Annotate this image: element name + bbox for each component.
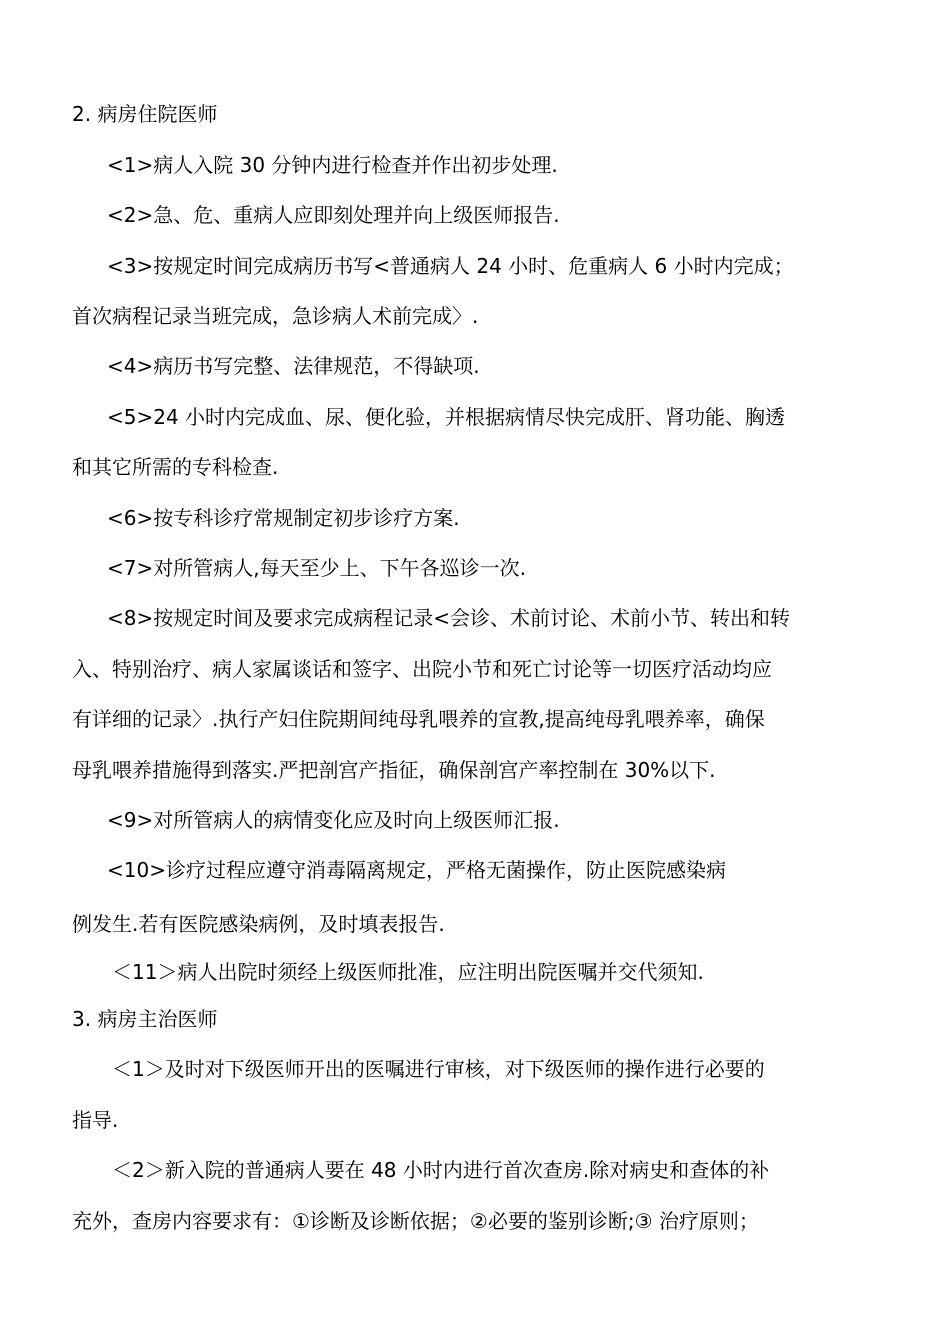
- paragraph-line: ＜1＞及时对下级医师开出的医嘱进行审核，对下级医师的操作进行必要的: [112, 1057, 765, 1081]
- paragraph-line: <2>急、危、重病人应即刻处理并向上级医师报告.: [107, 203, 560, 227]
- paragraph-line: <7>对所管病人,每天至少上、下午各巡诊一次.: [107, 556, 526, 580]
- paragraph-line: 充外，查房内容要求有：①诊断及诊断依据；②必要的鉴别诊断;③ 治疗原则；: [72, 1209, 759, 1233]
- paragraph-line: 和其它所需的专科检查.: [72, 455, 279, 479]
- paragraph-line: <5>24 小时内完成血、尿、便化验，并根据病情尽快完成肝、肾功能、胸透: [107, 405, 786, 429]
- paragraph-line: 有详细的记录〉.执行产妇住院期间纯母乳喂养的宣教,提高纯母乳喂养率，确保: [72, 707, 765, 731]
- paragraph-line: <3>按规定时间完成病历书写<普通病人 24 小时、危重病人 6 小时内完成；: [107, 254, 794, 278]
- paragraph-line: 首次病程记录当班完成，急诊病人术前完成〉.: [72, 304, 479, 328]
- paragraph-line: 母乳喂养措施得到落实.严把剖宫产指征，确保剖宫产率控制在 30%以下.: [72, 758, 716, 782]
- paragraph-line: <10>诊疗过程应遵守消毒隔离规定，严格无菌操作，防止医院感染病: [107, 858, 726, 882]
- paragraph-line: <9>对所管病人的病情变化应及时向上级医师汇报.: [107, 808, 560, 832]
- section-heading: 3. 病房主治医师: [72, 1007, 218, 1031]
- section-heading: 2. 病房住院医师: [72, 102, 218, 126]
- paragraph-line: <8>按规定时间及要求完成病程记录<会诊、术前讨论、术前小节、转出和转: [107, 606, 790, 630]
- paragraph-line: <1>病人入院 30 分钟内进行检查并作出初步处理.: [107, 153, 558, 177]
- paragraph-line: <4>病历书写完整、法律规范，不得缺项.: [107, 354, 480, 378]
- paragraph-line: 指导.: [72, 1108, 119, 1132]
- paragraph-line: ＜11＞病人出院时须经上级医师批准，应注明出院医嘱并交代须知.: [112, 960, 704, 984]
- paragraph-line: ＜2＞新入院的普通病人要在 48 小时内进行首次查房.除对病史和查体的补: [112, 1158, 770, 1182]
- paragraph-line: <6>按专科诊疗常规制定初步诊疗方案.: [107, 506, 460, 530]
- paragraph-line: 例发生.若有医院感染病例，及时填表报告.: [72, 912, 445, 936]
- paragraph-line: 入、特别治疗、病人家属谈话和签字、出院小节和死亡讨论等一切医疗活动均应: [72, 657, 772, 681]
